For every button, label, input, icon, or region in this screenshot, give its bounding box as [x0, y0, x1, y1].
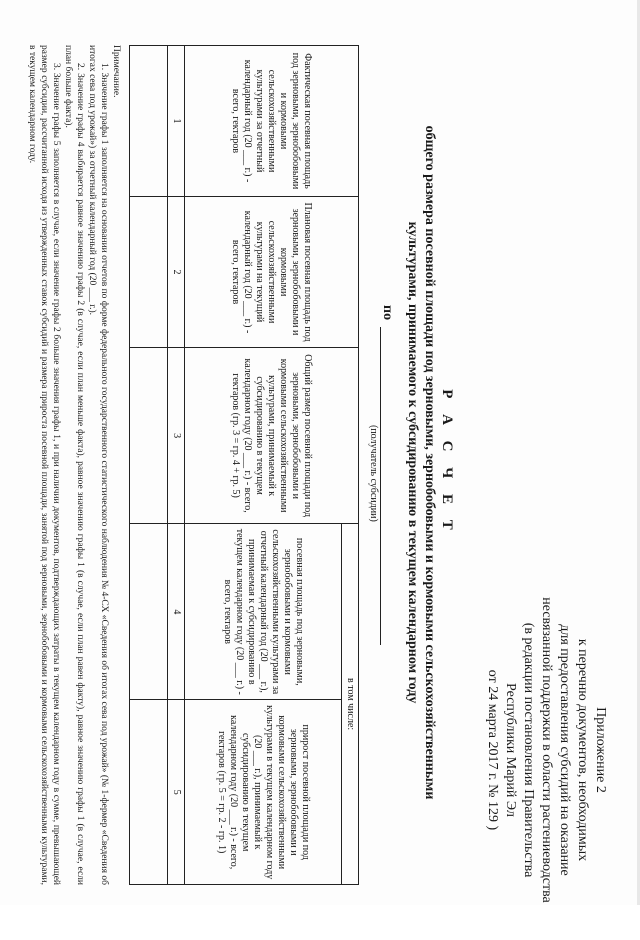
header-col-1: Фактическая посевная площадь под зерновыми, зернобобовыми и кормовыми сельскохозяйственными культурами за отчетный календарный год (20 ___ г.) - всего, гектаров — [185, 46, 359, 197]
recipient-caption: (получатель субсидии) — [368, 425, 379, 522]
table-number-row — [168, 46, 185, 885]
appendix-block — [483, 560, 609, 940]
notes-heading: Примечание. — [111, 45, 121, 98]
appendix-line: несвязанной поддержки в области растениеводства — [539, 597, 554, 903]
calculation-table — [129, 45, 359, 885]
table-cell — [130, 524, 168, 700]
appendix-line: Республики Марий Эл — [503, 683, 518, 817]
appendix-line: к перечню документов, необходимых — [575, 638, 590, 862]
appendix-line: от 24 марта 2017 г. № 129 ) — [485, 669, 500, 831]
notes-block — [26, 45, 122, 885]
header-col-3: Общий размер посевной площади под зерновыми, зернобобовыми и кормовыми сельскохозяйственными культурами, принимаемый к субсидированию в текущем календарном году (20 ___ г.) - всего, гектаров (гр. 3 = гр. 4 + гр. 5) — [185, 348, 359, 524]
note-item: 3. Значение графы 5 заполняется в случае, если значение графы 2 больше значения графы 1, и при наличии документов, подтверждающих затраты в текущем календарном году в сумме, превышающей размер субсидии, рассчитанной исходя из утвержденных ставок субсидий и размера прироста посевной площади, занятой под зерновыми, зернобобовыми и кормовыми сельскохозяйственными культурами, в текущем календарном году. — [27, 45, 61, 885]
recipient-row — [367, 265, 395, 645]
column-number: 1 — [168, 46, 185, 197]
recipient-label: по — [380, 305, 395, 321]
note-item: 2. Значение графы 4 выбирается равное значению графы 2 (в случае, если план меньше факта), равное значению графы 1 (в случае, если план равен факту), равное значению графы 1 (в случае, если план больше факта). — [63, 45, 85, 885]
table-data-row — [130, 46, 168, 885]
column-number: 3 — [168, 348, 185, 524]
header-col-2: Плановая посевная площадь под зерновыми, зернобобовыми и кормовыми сельскохозяйственными культурами на текущий календарный год (20 ___ г.) - всего, гектаров — [185, 197, 359, 348]
table-header-row — [342, 46, 359, 885]
column-number: 4 — [168, 524, 185, 700]
header-col-5: прирост посевной площади под зерновыми, зернобобовыми и кормовыми сельскохозяйственными культурами в текущем календарном году (20 ___ г.), принимаемый к субсидированию в текущем календарном году (20 ___ г.) - всего, гектаров (гр. 5 = гр. 2 - гр. 1) — [185, 700, 342, 885]
title-line-2: культурами, принимаемого к субсидированию в текущем календарном году — [405, 221, 420, 704]
column-number: 2 — [168, 197, 185, 348]
appendix-line: Приложение 2 — [593, 707, 608, 793]
appendix-line: (в редакции постановления Правительства — [521, 622, 536, 878]
rotated-sheet — [12, 15, 627, 910]
table-cell — [130, 46, 168, 197]
title-raschet: Р А С Ч Е Т — [439, 389, 455, 536]
header-col-4: посевная площадь под зерновыми, зернобобовыми и кормовыми сельскохозяйственными культурами за отчетный календарный год (20 ___ г.), принимаемая к субсидированию в текущем календарном году (20 ___ г.) - всего, гектаров — [185, 524, 342, 700]
table-cell — [130, 700, 168, 885]
recipient-underline — [380, 327, 381, 645]
title-line-1: общего размера посевной площади под зерновыми, зернобобовыми и кормовыми сельскохозяйственными — [422, 125, 437, 800]
table-cell — [130, 348, 168, 524]
table-cell — [130, 197, 168, 348]
column-number: 5 — [168, 700, 185, 885]
header-including: в том числе: — [342, 524, 359, 885]
appendix-line: для предоставления субсидий на оказание — [557, 624, 572, 876]
note-item: 1. Значение графы 1 заполняется на основании отчетов по форме федерального государственного статистического наблюдения № 4-СХ «Сведения об итогах сева под урожай» (№ 1-фермер «Сведения об итогах сева под урожай») за отчетный календарный год (20 ___ г.). — [87, 45, 109, 885]
calculation-title — [404, 45, 455, 880]
